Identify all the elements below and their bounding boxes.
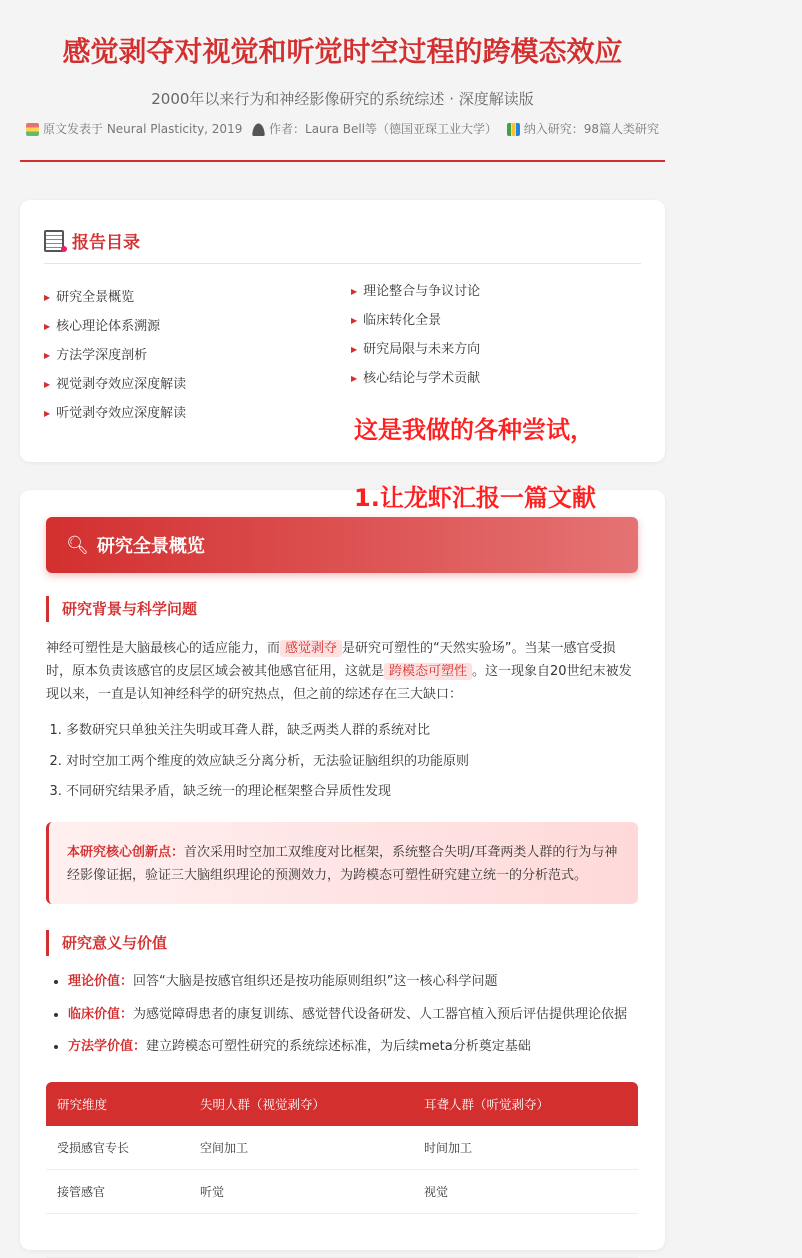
meta-source-text: 原文发表于 Neural Plasticity, 2019 bbox=[43, 122, 243, 136]
toc-divider bbox=[44, 263, 641, 264]
triangle-right-icon: ▶ bbox=[44, 409, 51, 418]
background-heading: 研究背景与科学问题 bbox=[46, 596, 197, 622]
list-item bbox=[68, 1037, 627, 1070]
triangle-right-icon: ▶ bbox=[44, 293, 51, 302]
list-item bbox=[68, 972, 627, 1005]
toc-item[interactable] bbox=[351, 311, 480, 340]
list-item: 3. 不同研究结果矛盾，缺乏统一的理论框架整合异质性发现 bbox=[66, 782, 469, 813]
table-cell bbox=[413, 1214, 638, 1258]
values-list bbox=[46, 972, 627, 1070]
meta-included bbox=[507, 120, 659, 138]
header-divider bbox=[20, 160, 665, 162]
magnifier-icon: 🔍︎ bbox=[66, 534, 89, 556]
triangle-right-icon: ▶ bbox=[351, 345, 358, 354]
table-row bbox=[46, 1126, 638, 1170]
callout-label: 本研究核心创新点： bbox=[67, 845, 185, 860]
toc-heading bbox=[44, 228, 140, 253]
value-text: 回答“大脑是按感官组织还是按功能原则组织”这一核心科学问题 bbox=[133, 974, 498, 989]
table-cell: 受损感官专长 bbox=[46, 1126, 189, 1170]
triangle-right-icon: ▶ bbox=[44, 380, 51, 389]
significance-heading: 研究意义与价值 bbox=[46, 930, 167, 956]
table-cell: 时间加工 bbox=[413, 1126, 638, 1170]
toc-item-label[interactable]: 研究局限与未来方向 bbox=[363, 342, 481, 357]
overview-section bbox=[20, 490, 665, 1250]
table-cell: 听觉 bbox=[189, 1170, 413, 1214]
highlight-term: 感觉剥夺 bbox=[280, 640, 342, 657]
paragraph-text: 是研究可塑性的“天然实验场”。当某一感官受损时，原本负责该感官的皮层区域会被其他感官征用，这就是 bbox=[46, 641, 616, 679]
value-text: 建立跨模态可塑性研究的系统综述标准，为后续meta分析奠定基础 bbox=[146, 1039, 531, 1054]
page-title: 感觉剥夺对视觉和听觉时空过程的跨模态效应 bbox=[62, 35, 623, 68]
toc-item[interactable] bbox=[44, 404, 186, 433]
triangle-right-icon: ▶ bbox=[351, 316, 358, 325]
triangle-right-icon: ▶ bbox=[351, 374, 358, 383]
page-subtitle: 2000年以来行为和神经影像研究的系统综述 · 深度解读版 bbox=[151, 90, 534, 108]
toc-item-label[interactable]: 临床转化全景 bbox=[363, 313, 442, 328]
section-title: 研究全景概览 bbox=[96, 536, 205, 557]
table-header: 研究维度 bbox=[46, 1082, 189, 1126]
table-header-row bbox=[46, 1082, 638, 1126]
table-cell: 接管感官 bbox=[46, 1170, 189, 1214]
paragraph-text: 神经可塑性是大脑最核心的适应能力，而 bbox=[46, 641, 281, 656]
gaps-list bbox=[46, 721, 469, 813]
toc-left-column bbox=[44, 288, 186, 433]
toc-item[interactable] bbox=[351, 340, 480, 369]
toc-item-label[interactable]: 理论整合与争议讨论 bbox=[363, 284, 481, 299]
toc-item[interactable] bbox=[351, 282, 480, 311]
toc-right-column bbox=[351, 282, 480, 398]
bar-chart-icon bbox=[507, 123, 520, 136]
triangle-right-icon: ▶ bbox=[44, 351, 51, 360]
triangle-right-icon: ▶ bbox=[351, 287, 358, 296]
toc-item[interactable] bbox=[44, 375, 186, 404]
toc-item[interactable] bbox=[351, 369, 480, 398]
table-cell: 空间加工 bbox=[189, 1126, 413, 1170]
toc-item-label[interactable]: 研究全景概览 bbox=[56, 290, 135, 305]
toc-item-label[interactable]: 视觉剥夺效应深度解读 bbox=[56, 377, 187, 392]
section-banner bbox=[46, 517, 638, 573]
innovation-callout bbox=[46, 822, 638, 904]
toc-item[interactable] bbox=[44, 317, 186, 346]
toc-item-label[interactable]: 方法学深度剖析 bbox=[56, 348, 148, 363]
table-row bbox=[46, 1170, 638, 1214]
table-row bbox=[46, 1214, 638, 1258]
value-label: 方法学价值： bbox=[68, 1039, 147, 1054]
triangle-right-icon: ▶ bbox=[44, 322, 51, 331]
toc-title: 报告目录 bbox=[72, 233, 140, 253]
meta-authors bbox=[252, 120, 497, 138]
overlay-annotation-line2: 1.让龙虾汇报一篇文献 bbox=[354, 484, 596, 512]
background-paragraph bbox=[46, 637, 638, 706]
meta-row bbox=[20, 120, 665, 138]
report-header bbox=[20, 0, 665, 162]
document-icon bbox=[44, 230, 64, 252]
toc-item-label[interactable]: 核心结论与学术贡献 bbox=[363, 371, 481, 386]
overlay-annotation-line1: 这是我做的各种尝试， bbox=[354, 416, 594, 444]
meta-authors-text: 作者：Laura Bell等（德国亚琛工业大学） bbox=[269, 122, 498, 136]
meta-included-text: 纳入研究：98篇人类研究 bbox=[523, 122, 659, 136]
highlight-term: 跨模态可塑性 bbox=[384, 663, 472, 680]
list-item: 1. 多数研究只单独关注失明或耳聋人群，缺乏两类人群的系统对比 bbox=[66, 721, 469, 752]
table-header: 耳聋人群（听觉剥夺） bbox=[413, 1082, 638, 1126]
table-cell bbox=[189, 1214, 413, 1258]
toc-item-label[interactable]: 听觉剥夺效应深度解读 bbox=[56, 406, 187, 421]
table-header: 失明人群（视觉剥夺） bbox=[189, 1082, 413, 1126]
toc-item[interactable] bbox=[44, 288, 186, 317]
value-label: 临床价值： bbox=[68, 1006, 134, 1022]
value-text: 为感觉障碍患者的康复训练、感觉替代设备研发、人工器官植入预后评估提供理论依据 bbox=[133, 1006, 628, 1022]
user-icon bbox=[252, 123, 265, 136]
paragraph-text: 。这一现象自20世纪末被发现以来，一直是认知神经科学的研究热点，但之前的综述存在三大缺口： bbox=[46, 664, 632, 702]
table-cell bbox=[46, 1214, 189, 1258]
books-icon bbox=[26, 123, 39, 136]
list-item: 2. 对时空加工两个维度的效应缺乏分离分析，无法验证脑组织的功能原则 bbox=[66, 752, 469, 783]
value-label: 理论价值： bbox=[68, 974, 134, 989]
meta-source bbox=[26, 120, 242, 138]
toc-item[interactable] bbox=[44, 346, 186, 375]
table-cell: 视觉 bbox=[413, 1170, 638, 1214]
toc-item-label[interactable]: 核心理论体系溯源 bbox=[56, 319, 161, 334]
callout-text: 首次采用时空加工双维度对比框架，系统整合失明/耳聋两类人群的行为与神经影像证据，验证三大脑组织理论的预测效力，为跨模态可塑性研究建立统一的分析范式。 bbox=[67, 845, 618, 883]
list-item bbox=[68, 1005, 627, 1038]
